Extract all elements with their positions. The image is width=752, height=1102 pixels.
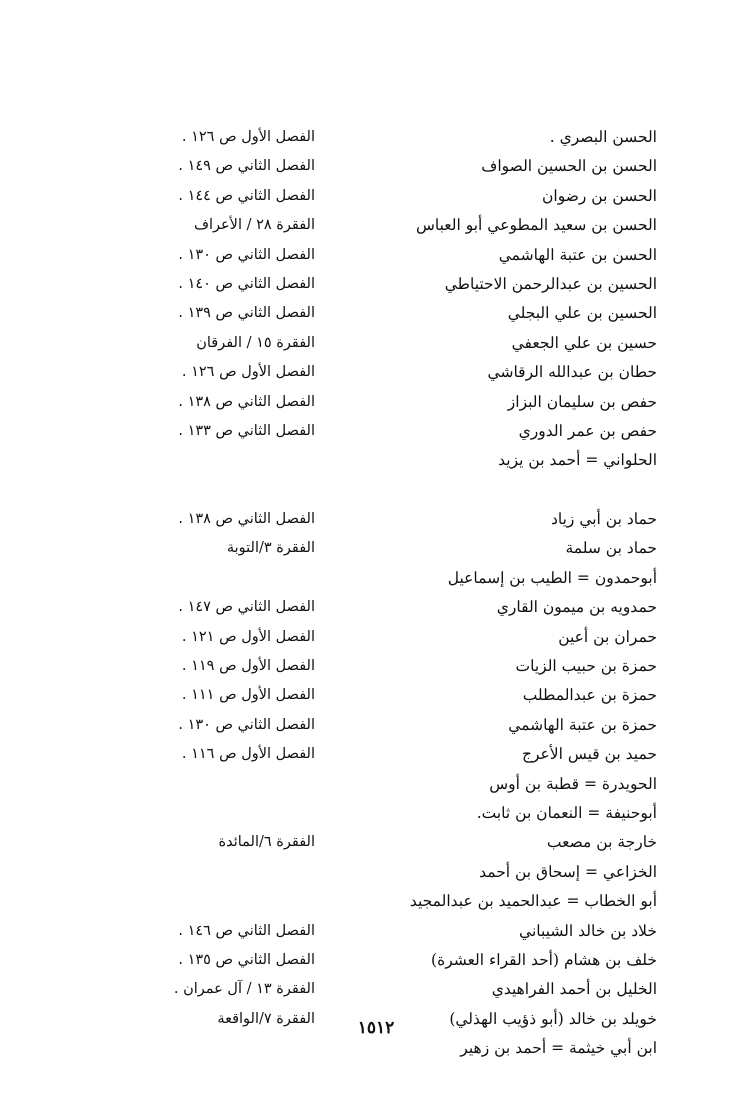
index-entry: [0, 183, 752, 212]
index-entry: [0, 359, 752, 388]
entry-name: حماد بن سلمة: [565, 539, 657, 558]
entry-name: حفص بن سليمان البزاز: [507, 392, 657, 411]
entry-reference: الفصل الأول ص ١٢٦ .: [181, 364, 315, 381]
index-entry: [0, 682, 752, 711]
entry-name: الخزاعي = إسحاق بن أحمد: [479, 862, 657, 881]
entry-reference: الفصل الثاني ص ١٤٦ .: [178, 922, 315, 939]
entry-name: أبوحمدون = الطيب بن إسماعيل: [447, 568, 657, 587]
index-entry: [0, 447, 752, 476]
index-entry: [0, 594, 752, 623]
entry-reference: الفصل الأول ص ١٢١ .: [181, 628, 315, 645]
entry-reference: الفقرة ٢٨ / الأعراف: [193, 217, 315, 234]
entry-reference: الفصل الثاني ص ١٤٠ .: [178, 275, 315, 292]
entry-reference: الفصل الثاني ص ١٣٩ .: [178, 305, 315, 322]
entry-name: خويلد بن خالد (أبو ذؤيب الهذلي): [449, 1009, 657, 1028]
entry-reference: الفصل الثاني ص ١٤٧ .: [178, 599, 315, 616]
entry-reference: الفقرة ٦/المائدة: [218, 834, 315, 851]
index-entry: [0, 859, 752, 888]
index-entry: [0, 800, 752, 829]
entry-reference: الفصل الأول ص ١١٦ .: [181, 746, 315, 763]
index-entry: [0, 271, 752, 300]
entry-name: الحسن بن سعيد المطوعي أبو العباس: [415, 216, 657, 235]
entry-name: حماد بن أبي زياد: [550, 510, 657, 529]
entry-name: خلف بن هشام (أحد القراء العشرة): [431, 950, 657, 969]
page-number: ١٥١٢: [357, 1018, 395, 1038]
index-entry: [0, 212, 752, 241]
entry-reference: الفقرة ٣/التوبة: [226, 540, 315, 557]
entry-name: الخليل بن أحمد الفراهيدي: [491, 980, 657, 999]
entry-name: أبوحنيفة = النعمان بن ثابت.: [476, 803, 657, 822]
index-entry: [0, 242, 752, 271]
entry-reference: الفقرة ١٣ / آل عمران .: [173, 981, 315, 998]
index-entry: [0, 153, 752, 182]
entry-name: الحسن البصري .: [549, 128, 657, 146]
entry-name: ابن أبي خيثمة = أحمد بن زهير: [460, 1039, 657, 1058]
entry-reference: الفصل الثاني ص ١٣٣ .: [178, 422, 315, 439]
entry-name: أبو الخطاب = عبدالحميد بن عبدالمجيد: [409, 892, 657, 911]
index-entry: [0, 506, 752, 535]
entry-name: حمدويه بن ميمون القاري: [496, 598, 657, 617]
entry-reference: الفصل الأول ص ١١٩ .: [181, 658, 315, 675]
entry-name: حميد بن قيس الأعرج: [521, 745, 657, 764]
entry-name: حسين بن علي الجعفي: [511, 333, 657, 352]
entry-name: الحلواني = أحمد بن يزيد: [498, 451, 657, 470]
index-entry: [0, 653, 752, 682]
index-entry: [0, 124, 752, 153]
entry-name: حمزة بن عتبة الهاشمي: [508, 715, 657, 734]
index-entry: [0, 624, 752, 653]
index-entry: [0, 888, 752, 917]
entry-reference: الفصل الأول ص ١٢٦ .: [181, 129, 315, 145]
entry-name: الحسن بن عتبة الهاشمي: [498, 245, 657, 264]
entry-name: حمران بن أعين: [558, 627, 657, 646]
entry-name: خارجة بن مصعب: [546, 833, 657, 852]
index-entry: [0, 535, 752, 564]
entry-reference: الفصل الثاني ص ١٣٨ .: [178, 393, 315, 410]
entry-reference: الفصل الثاني ص ١٤٩ .: [178, 158, 315, 175]
entry-name: حطان بن عبدالله الرقاشي: [487, 363, 657, 382]
index-entry: [0, 330, 752, 359]
entry-name: الحسن بن رضوان: [542, 186, 657, 205]
entry-name: الحسين بن عبدالرحمن الاحتياطي: [444, 274, 657, 293]
entry-name: الحويدرة = قطبة بن أوس: [489, 774, 657, 793]
entry-reference: الفصل الثاني ص ١٣٠ .: [178, 716, 315, 733]
entry-reference: الفصل الثاني ص ١٣٨ .: [178, 511, 315, 528]
entry-name: حفص بن عمر الدوري: [518, 421, 657, 440]
entry-reference: الفصل الثاني ص ١٣٠ .: [178, 246, 315, 263]
index-entry: [0, 418, 752, 447]
entry-name: الحسين بن علي البجلي: [507, 304, 657, 323]
index-entry: [0, 829, 752, 858]
index-entry: [0, 300, 752, 329]
index-entry: [0, 389, 752, 418]
entry-name: خلاد بن خالد الشيباني: [519, 921, 657, 940]
entry-name: حمزة بن حبيب الزيات: [515, 657, 657, 676]
index-entry: [0, 477, 752, 506]
entry-reference: الفقرة ٧/الواقعة: [217, 1010, 315, 1027]
index-entry: [0, 947, 752, 976]
index-entry: [0, 741, 752, 770]
index-entry: [0, 712, 752, 741]
entry-reference: الفصل الثاني ص ١٣٥ .: [178, 951, 315, 968]
index-entry: [0, 976, 752, 1005]
index-entry: [0, 918, 752, 947]
index-entry: [0, 771, 752, 800]
entry-name: الحسن بن الحسين الصواف: [481, 157, 657, 176]
entry-reference: الفصل الأول ص ١١١ .: [181, 687, 315, 704]
index-entry: [0, 565, 752, 594]
index-list: [0, 124, 752, 1065]
entry-reference: الفصل الثاني ص ١٤٤ .: [178, 187, 315, 204]
entry-reference: الفقرة ١٥ / الفرقان: [196, 334, 315, 351]
entry-name: حمزة بن عبدالمطلب: [522, 686, 657, 705]
